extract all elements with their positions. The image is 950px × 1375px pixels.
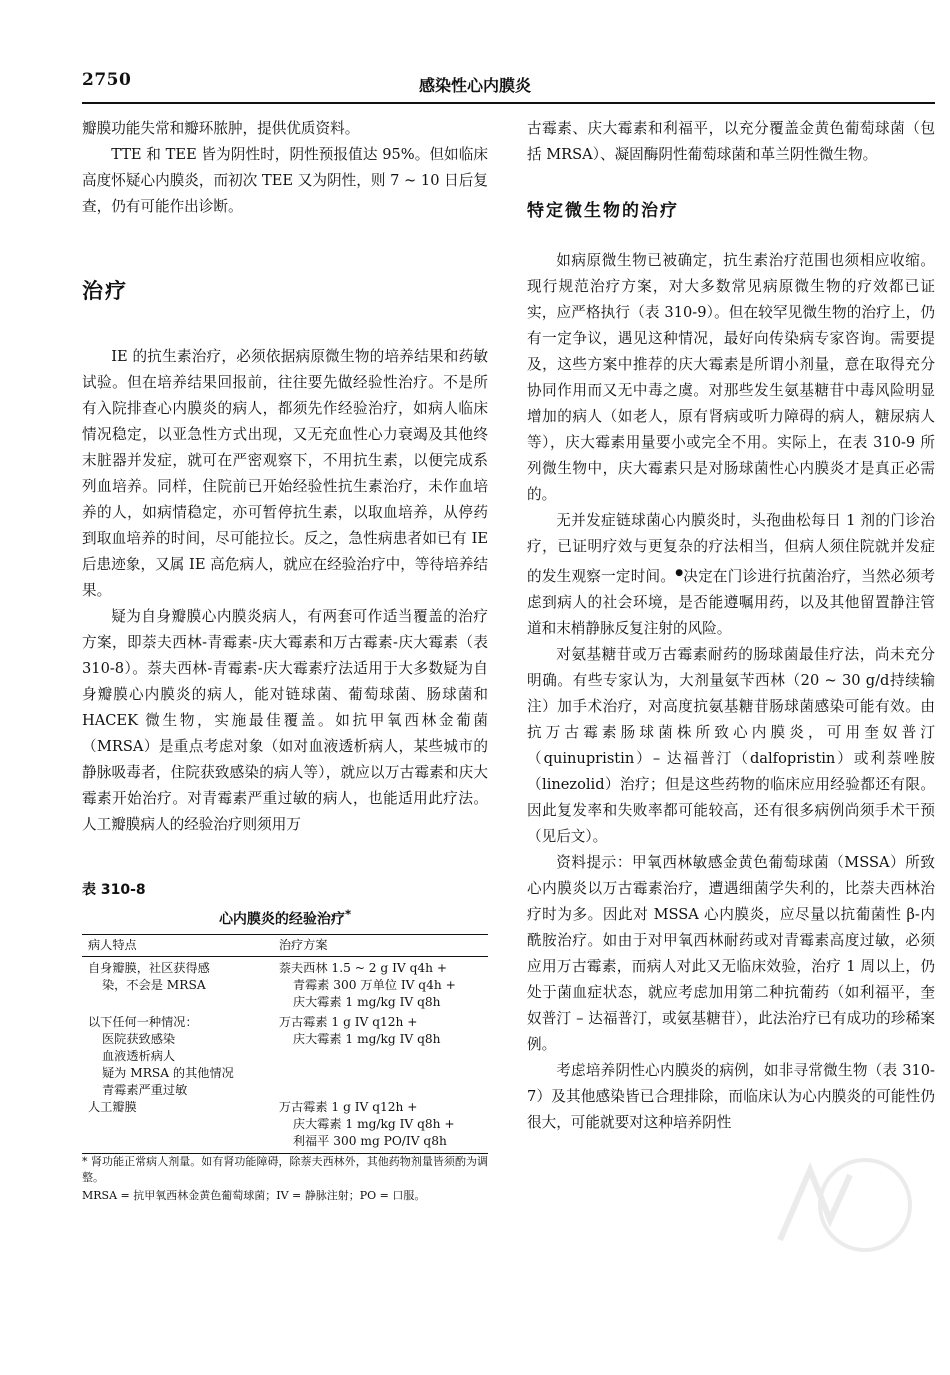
right-paragraph-2: 如病原微生物已被确定，抗生素治疗范围也须相应收缩。现行规范治疗方案，对大多数常见病原微生物的疗效都已证实，应严格执行（表 310-9）。但在较罕见微生物的治疗上，仍有一定争议，遇见这种情况，最好向传染病专家咨询。需要提及，这些方案中推荐的庆大霉素是所谓小剂量，意在取得充分协同作用而又无中毒之虞。对那些发生氨基糖苷中毒风险明显增加的病人（如老人，原有肾病或听力障碍的病人，糖尿病人等），庆大霉素用量要小或完全不用。实际上，在表 310-9 所列微生物中，庆大霉素只是对肠球菌性心内膜炎才是真正必需的。 xyxy=(527,252,935,503)
row1-rx-1: 萘夫西林 1.5 ~ 2 g IV q4h + xyxy=(278,960,448,975)
left-column xyxy=(82,116,488,1204)
right-paragraph-3 xyxy=(527,508,935,642)
section-heading-treatment: 治疗 xyxy=(82,279,128,303)
table-cell xyxy=(82,956,273,1011)
row1-rx-3: 庆大霉素 1 mg/kg IV q8h xyxy=(292,994,441,1009)
row1-rx-2: 青霉素 300 万单位 IV q4h + xyxy=(292,977,456,992)
right-paragraph-3-b: 决定在门诊进行抗菌治疗，当然必须考虑到病人的社会环境，是否能遵嘱用药，以及其他留置静注管道和末梢静脉反复注射的风险。 xyxy=(527,567,935,637)
table-title xyxy=(82,902,488,932)
table-title-text: 心内膜炎的经验治疗 xyxy=(218,911,345,928)
row1-patient-b: 染，不会是 MRSA xyxy=(102,977,206,992)
row2-rx-2: 庆大霉素 1 mg/kg IV q8h xyxy=(292,1031,441,1046)
row2-rx-1: 万古霉素 1 g IV q12h + xyxy=(278,1014,418,1029)
header-rule xyxy=(82,102,935,104)
table-footnote-1: * 肾功能正常病人剂量。如有肾功能障碍，除萘夫西林外，其他药物剂量皆须酌为调整。 xyxy=(82,1154,488,1184)
table-cell xyxy=(273,1011,488,1099)
right-paragraph-5: 资料提示：甲氧西林敏感金黄色葡萄球菌（MSSA）所致心内膜炎以万古霉素治疗，遭遇细菌学失利的，比萘夫西林治疗时为多。因此对 MSSA 心内膜炎，应尽量以抗葡菌性 β-内酰胺治疗。如由于对甲氧西林耐药或对青霉素高度过敏，必须应用万古霉素，而病人对此又无临床效验，治疗 1 周以上，仍处于菌血症状态，就应考虑加用第二种抗葡药（如利福平，奎奴普汀 – 达福普汀，或氨基糖苷），此法治疗已有成功的珍稀案例。 xyxy=(527,853,935,1053)
row3-rx-2: 庆大霉素 1 mg/kg IV q8h + xyxy=(292,1116,455,1131)
reference-mark: ● xyxy=(675,568,684,578)
right-paragraph-4: 对氨基糖苷或万古霉素耐药的肠球菌最佳疗法，尚未充分明确。有些专家认为，大剂量氨苄西林（20 ~ 30 g/d持续输注）加手术治疗，对高度抗氨基糖苷肠球菌感染可能有效。由抗万古霉素肠球菌株所致心内膜炎，可用奎奴普汀（quinupristin）– 达福普汀（dalfopristin）或利萘唑胺（linezolid）治疗；但是这些药物的临床应用经验都还有限。因此复发率和失败率都可能较高，还有很多病例尚须手术干预（见后文）。 xyxy=(527,645,935,845)
row2-patient-1: 医院获致感染 xyxy=(102,1031,176,1046)
table-row xyxy=(82,1011,488,1099)
col-header-regimen: 治疗方案 xyxy=(273,934,488,956)
regimen-table xyxy=(82,934,488,1154)
table-row xyxy=(82,1099,488,1154)
left-paragraph-3: IE 的抗生素治疗，必须依据病原微生物的培养结果和药敏试验。但在培养结果回报前，往往要先做经验性治疗。不是所有入院排查心内膜炎的病人，都须先作经验治疗，如病人临床情况稳定，以亚急性方式出现，又无充血性心力衰竭及其他终末脏器并发症，就可在严密观察下，不用抗生素，以便完成系列血培养。同样，住院前已开始经验性抗生素治疗，未作血培养的人，如病情稳定，亦可暂停抗生素，以取血培养，从停药到取血培养的时间，尽可能拉长。反之，急性病患者如已有 IE 后患迹象，又属 IE 高危病人，就应在经验治疗中，等待培养结果。 xyxy=(82,348,488,599)
table-cell xyxy=(273,956,488,1011)
left-paragraph-2: TTE 和 TEE 皆为阴性时，阴性预报值达 95%。但如临床高度怀疑心内膜炎，而初次 TEE 又为阴性，则 7 ~ 10 日后复查，仍有可能作出诊断。 xyxy=(82,146,488,215)
running-title: 感染性心内膜炎 xyxy=(418,76,531,95)
row2-patient-4: 青霉素严重过敏 xyxy=(102,1082,188,1097)
table-label: 表 310-8 xyxy=(82,882,146,898)
watermark-mark xyxy=(770,1150,920,1260)
table-row xyxy=(82,956,488,1011)
left-paragraph-4: 疑为自身瓣膜心内膜炎病人，有两套可作适当覆盖的治疗方案，即萘夫西林-青霉素-庆大霉素和万古霉素-庆大霉素（表 310-8）。萘夫西林-青霉素-庆大霉素疗法适用于大多数疑为自身瓣膜心内膜炎的病人，能对链球菌、葡萄球菌、肠球菌和 HACEK 微生物，实施最佳覆盖。如抗甲氧西林金葡菌（MRSA）是重点考虑对象（如对血液透析病人，某些城市的静脉吸毒者，住院获致感染的病人等），就应以万古霉素和庆大霉素开始治疗。对青霉素严重过敏的病人，也能适用此疗法。人工瓣膜病人的经验治疗则须用万 xyxy=(82,608,488,833)
left-paragraph-1: 瓣膜功能失常和瓣环脓肿，提供优质资料。 xyxy=(82,120,360,137)
table-cell xyxy=(82,1011,273,1099)
row3-rx-1: 万古霉素 1 g IV q12h + xyxy=(278,1099,418,1114)
table-cell xyxy=(82,1099,273,1154)
right-column xyxy=(527,116,935,1136)
col-header-patient: 病人特点 xyxy=(82,934,273,956)
right-paragraph-6: 考虑培养阴性心内膜炎的病例，如非寻常微生物（表 310-7）及其他感染皆已合理排除，而临床认为心内膜炎的可能性仍很大，可能就要对这种培养阴性 xyxy=(527,1061,935,1131)
row1-patient-a: 自身瓣膜，社区获得感 xyxy=(88,960,210,975)
row2-patient-3: 疑为 MRSA 的其他情况 xyxy=(102,1065,234,1080)
subheading-specific-organisms: 特定微生物的治疗 xyxy=(527,201,679,221)
row3-patient: 人工瓣膜 xyxy=(88,1099,137,1114)
row2-patient-head: 以下任何一种情况： xyxy=(88,1014,198,1029)
row3-rx-3: 利福平 300 mg PO/IV q8h xyxy=(292,1133,447,1148)
table-footnote-2: MRSA = 抗甲氧西林金黄色葡萄球菌；IV = 静脉注射；PO = 口服。 xyxy=(82,1188,426,1202)
table-title-mark: * xyxy=(344,907,352,921)
table-cell xyxy=(273,1099,488,1154)
page-number: 2750 xyxy=(82,70,132,90)
right-paragraph-3-a: 无并发症链球菌心内膜炎时，头孢曲松每日 1 剂的门诊治疗，已证明疗效与更复杂的疗法相当，但病人须住院就并发症的发生观察一定时间。 xyxy=(527,512,935,585)
right-paragraph-1: 古霉素、庆大霉素和利福平，以充分覆盖金黄色葡萄球菌（包括 MRSA）、凝固酶阴性葡萄球菌和革兰阴性微生物。 xyxy=(527,120,935,163)
row2-patient-2: 血液透析病人 xyxy=(102,1048,176,1063)
